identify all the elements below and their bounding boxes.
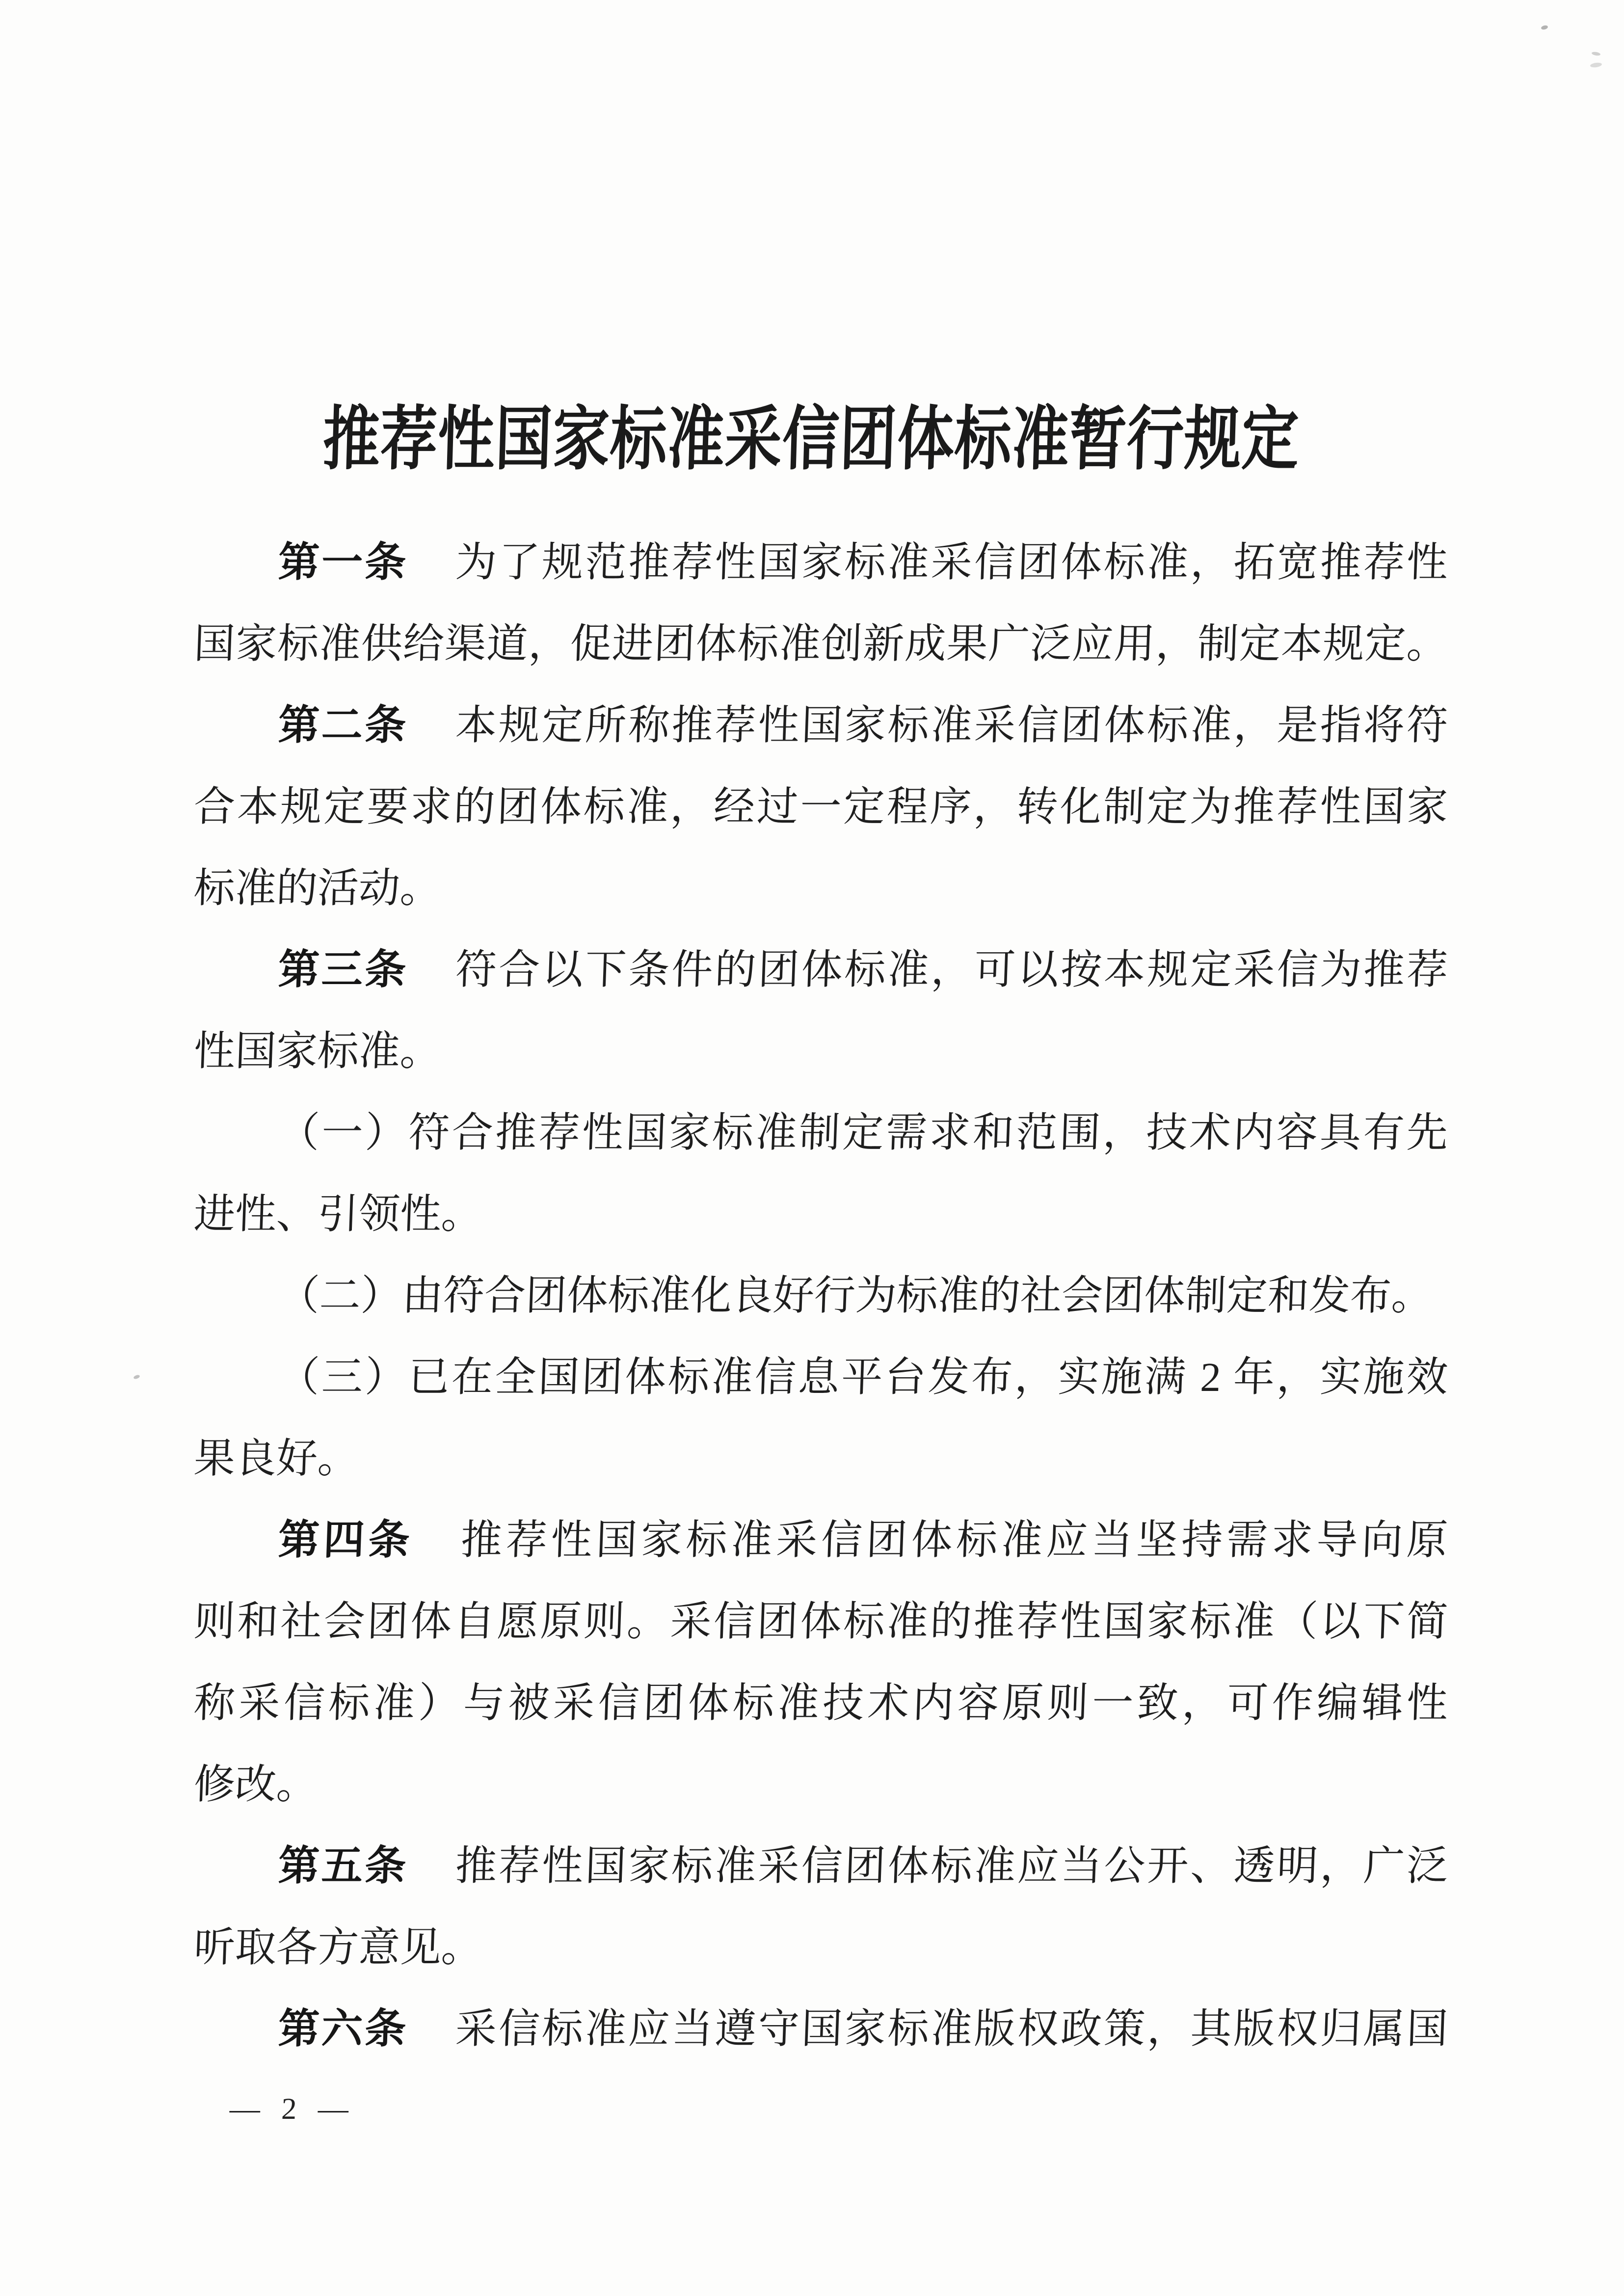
article-text: 符合以下条件的团体标准，可以按本规定采信为推荐 bbox=[454, 947, 1449, 993]
text-line bbox=[192, 1500, 1449, 1581]
article-label: 第三条 bbox=[277, 947, 409, 993]
article-text: 推荐性国家标准采信团体标准应当坚持需求导向原 bbox=[460, 1518, 1449, 1563]
scan-artifact bbox=[133, 1374, 140, 1380]
article-text: 合本规定要求的团体标准，经过一定程序，转化制定为推荐性国家 bbox=[193, 784, 1449, 830]
article-text: （三）已在全国团体标准信息平台发布，实施满 2 年，实施效 bbox=[277, 1355, 1449, 1400]
article-label: 第二条 bbox=[277, 703, 409, 748]
article-text: 性国家标准。 bbox=[193, 1029, 442, 1074]
article-text: 本规定所称推荐性国家标准采信团体标准，是指将符 bbox=[454, 703, 1449, 748]
text-line bbox=[192, 685, 1449, 767]
text-line bbox=[192, 1826, 1449, 1907]
article-label: 第六条 bbox=[277, 2006, 409, 2052]
text-line bbox=[192, 604, 1449, 685]
article-text: （一）符合推荐性国家标准制定需求和范围，技术内容具有先 bbox=[277, 1110, 1449, 1156]
article-text: 标准的活动。 bbox=[193, 866, 442, 911]
text-line bbox=[192, 1174, 1449, 1255]
text-line bbox=[192, 1011, 1449, 1093]
article-text: 则和社会团体自愿原则。采信团体标准的推荐性国家标准（以下简 bbox=[193, 1599, 1449, 1645]
scan-artifact bbox=[1592, 51, 1601, 56]
text-line bbox=[192, 930, 1449, 1011]
text-line bbox=[192, 1337, 1449, 1418]
article-text: 称采信标准）与被采信团体标准技术内容原则一致，可作编辑性 bbox=[193, 1681, 1449, 1726]
text-line bbox=[192, 1907, 1449, 1989]
article-text: 国家标准供给渠道，促进团体标准创新成果广泛应用，制定本规定。 bbox=[193, 621, 1449, 667]
text-line bbox=[192, 522, 1449, 604]
article-text: 修改。 bbox=[193, 1762, 319, 1808]
article-text: 听取各方意见。 bbox=[193, 1925, 483, 1971]
text-line bbox=[192, 1093, 1449, 1174]
scan-artifact bbox=[1541, 25, 1548, 30]
article-text: 为了规范推荐性国家标准采信团体标准，拓宽推荐性 bbox=[454, 540, 1449, 586]
text-line bbox=[192, 767, 1449, 848]
text-line bbox=[192, 1989, 1449, 2070]
text-line bbox=[192, 1255, 1449, 1337]
document-title: 推荐性国家标准采信团体标准暂行规定 bbox=[321, 401, 1301, 479]
article-label: 第四条 bbox=[277, 1518, 414, 1563]
document-body bbox=[194, 522, 1448, 2070]
text-line bbox=[192, 1581, 1449, 1663]
article-text: 进性、引领性。 bbox=[193, 1192, 483, 1237]
text-line bbox=[192, 1744, 1449, 1826]
scan-artifact bbox=[1590, 62, 1602, 68]
article-text: （二）由符合团体标准化良好行为标准的社会团体制定和发布。 bbox=[277, 1273, 1434, 1319]
article-label: 第五条 bbox=[277, 1843, 409, 1889]
page-number: — 2 — bbox=[229, 2092, 356, 2126]
article-text: 推荐性国家标准采信团体标准应当公开、透明，广泛 bbox=[454, 1843, 1449, 1889]
text-line bbox=[192, 1418, 1449, 1500]
text-line bbox=[192, 848, 1449, 930]
text-line bbox=[192, 1663, 1449, 1744]
article-text: 采信标准应当遵守国家标准版权政策，其版权归属国 bbox=[454, 2006, 1449, 2052]
article-label: 第一条 bbox=[277, 540, 409, 586]
article-text: 果良好。 bbox=[193, 1436, 360, 1482]
